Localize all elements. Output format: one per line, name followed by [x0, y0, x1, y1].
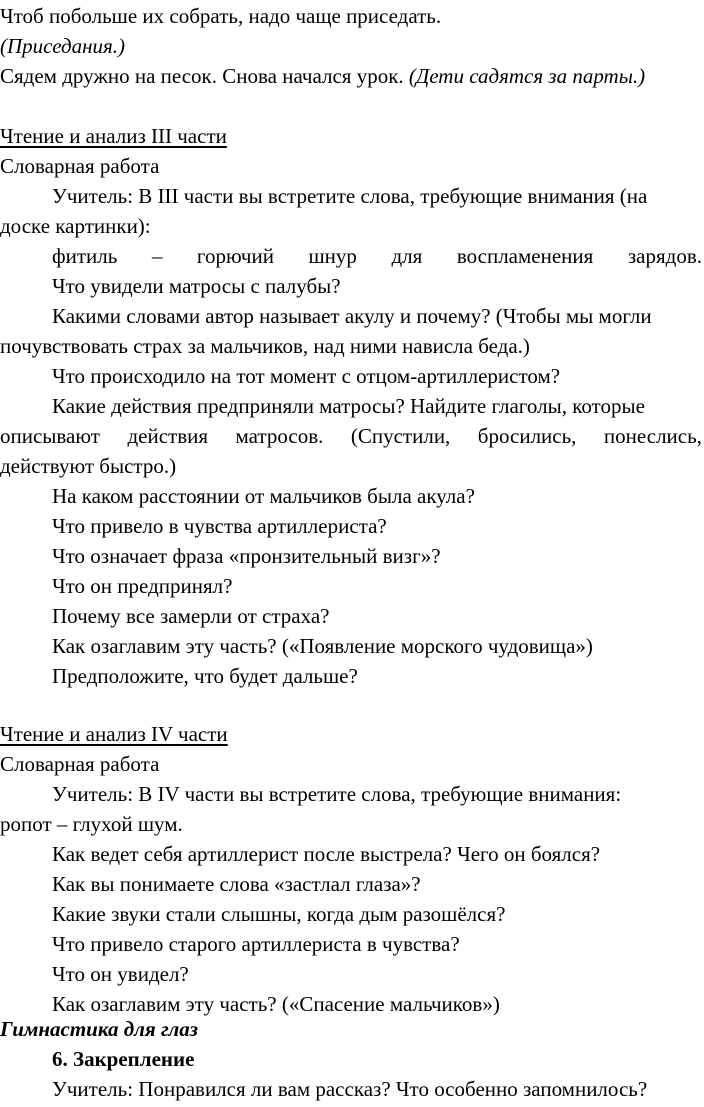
word: понеслись, — [603, 424, 702, 448]
word: действия — [127, 424, 209, 448]
part3-vocab-label: Словарная работа — [0, 154, 160, 178]
part3-question-cont — [0, 421, 702, 451]
squats-note: (Приседания.) — [0, 34, 126, 58]
part3-question: Что привело в чувства артиллериста? — [52, 514, 387, 538]
word: шнур — [308, 244, 357, 268]
poem-line-2-note: (Дети садятся за парты.) — [408, 64, 646, 88]
word: фитиль — [52, 244, 118, 268]
consolidation-heading: 6. Закрепление — [52, 1047, 195, 1071]
part3-question: Что он предпринял? — [52, 574, 233, 598]
eye-gymnastics-heading: Гимнастика для глаз — [0, 1017, 198, 1041]
part4-question: Как ведет себя артиллерист после выстрела? Чего он боялся? — [52, 842, 601, 866]
part3-teacher-line-1: Учитель: В III части вы встретите слова, требующие внимания (на — [52, 184, 648, 208]
part3-question: Какими словами автор называет акулу и почему? (Чтобы мы могли — [52, 304, 652, 328]
part3-question: Предположите, что будет дальше? — [52, 664, 358, 688]
word: зарядов. — [627, 244, 702, 268]
poem-line-2 — [0, 61, 645, 91]
poem-line-1: Чтоб побольше их собрать, надо чаще приседать. — [0, 4, 442, 28]
part4-question: Как озаглавим эту часть? («Спасение мальчиков») — [52, 992, 500, 1016]
closing-teacher-line: Учитель: Понравился ли вам рассказ? Что особенно запомнилось? — [52, 1077, 648, 1101]
part3-question: Что увидели матросы с палубы? — [52, 274, 341, 298]
word: бросились, — [477, 424, 577, 448]
part4-teacher-line-2: ропот – глухой шум. — [0, 812, 183, 836]
part4-teacher-line-1: Учитель: В IV части вы встретите слова, требующие внимания: — [52, 782, 622, 806]
part3-question: Как озаглавим эту часть? («Появление морского чудовища») — [52, 634, 593, 658]
part4-question: Какие звуки стали слышны, когда дым разошёлся? — [52, 902, 506, 926]
part4-question: Как вы понимаете слова «застлал глаза»? — [52, 872, 421, 896]
poem-line-2-text: Сядем дружно на песок. Снова начался урок. — [0, 64, 404, 88]
part3-heading: Чтение и анализ III части — [0, 124, 227, 148]
part3-fuse-definition — [52, 241, 702, 271]
part3-question: Что означает фраза «пронзительный визг»? — [52, 544, 441, 568]
part3-question: Что происходило на тот момент с отцом-артиллеристом? — [52, 364, 561, 388]
part4-question: Что он увидел? — [52, 962, 189, 986]
part3-teacher-line-2: доске картинки): — [0, 214, 151, 238]
part3-question: Какие действия предприняли матросы? Найдите глаголы, которые — [52, 394, 645, 418]
part3-question-cont: почувствовать страх за мальчиков, над ними нависла беда.) — [0, 334, 530, 358]
word: – — [151, 244, 163, 268]
word: (Спустили, — [350, 424, 451, 448]
part3-question-cont: действуют быстро.) — [0, 454, 177, 478]
word: матросов. — [235, 424, 324, 448]
word: воспламенения — [456, 244, 594, 268]
word: горючий — [196, 244, 274, 268]
part4-heading: Чтение и анализ IV части — [0, 722, 228, 746]
part3-question: Почему все замерли от страха? — [52, 604, 330, 628]
word: для — [391, 244, 423, 268]
word: описывают — [0, 424, 100, 448]
part3-question: На каком расстоянии от мальчиков была акула? — [52, 484, 475, 508]
part4-question: Что привело старого артиллериста в чувства? — [52, 932, 460, 956]
part4-vocab-label: Словарная работа — [0, 752, 160, 776]
